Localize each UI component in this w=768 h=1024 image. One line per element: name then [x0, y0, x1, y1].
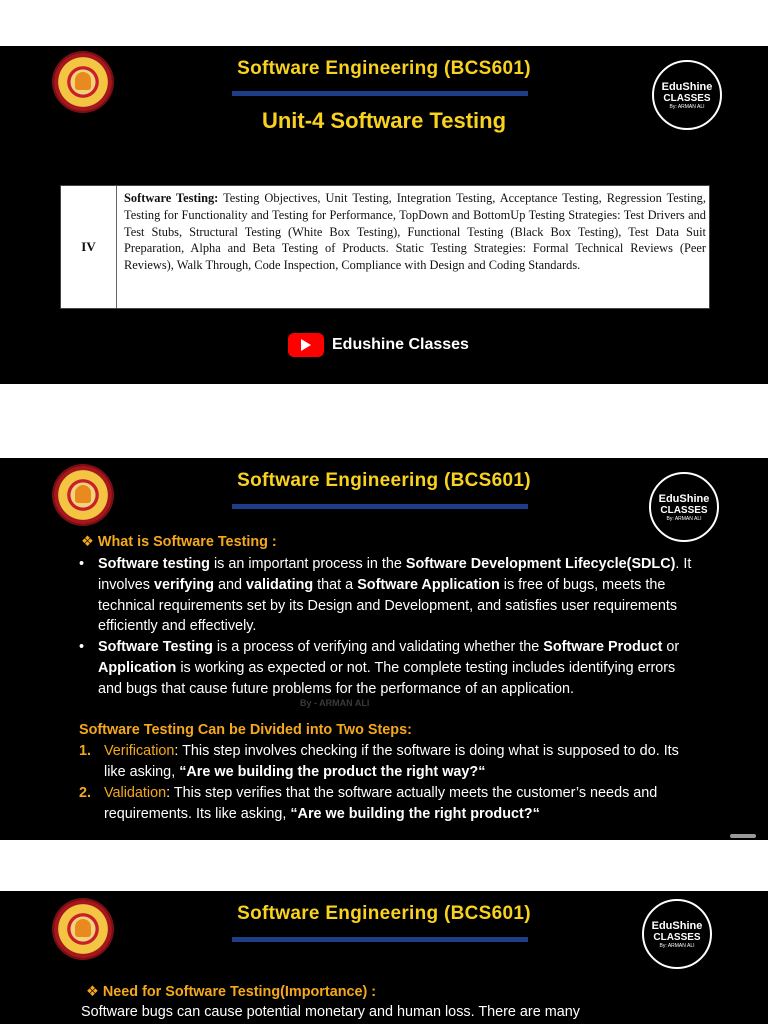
unit-title: Unit-4 Software Testing: [261, 108, 507, 133]
slide-unit-overview: [0, 46, 768, 384]
brand-line2: CLASSES: [663, 93, 711, 104]
youtube-channel-link[interactable]: [288, 333, 469, 357]
brand-line1: EduShine: [658, 493, 710, 505]
section-heading: ❖ What is Software Testing :: [81, 534, 277, 550]
steps-heading: Software Testing Can be Divided into Two Steps:: [79, 722, 412, 738]
youtube-icon: [288, 333, 324, 357]
watermark: By - ARMAN ALI: [300, 698, 370, 708]
bullet-dot: •: [79, 639, 85, 655]
importance-text: Software bugs can cause potential monetary and human loss. There are many: [81, 1004, 580, 1020]
edushine-logo-icon: [642, 899, 712, 969]
course-title: Software Engineering (BCS601): [237, 470, 531, 491]
definition-paragraph-1: Software testing is an important process in the Software Development Lifecycle(SDLC). It involves verifying and validating that a Software Application is free of bugs, meets the technical requirements set by its Design and Development, and satisfies user requirements efficiently and effectively.: [98, 556, 692, 635]
channel-name: Edushine Classes: [332, 336, 469, 353]
course-title: Software Engineering (BCS601): [237, 58, 531, 79]
title-divider: [232, 937, 528, 942]
edushine-logo-icon: [649, 472, 719, 542]
brand-line2: CLASSES: [653, 932, 701, 943]
step-verification: Verification: This step involves checking if the software is doing what is supposed to do. Its like asking, “Are we building the product the right way?“: [104, 743, 679, 780]
step-number-1: 1.: [79, 743, 92, 759]
section-heading: ❖ Need for Software Testing(Importance) :: [86, 984, 377, 1000]
brand-line1: EduShine: [651, 920, 703, 932]
brand-line2: CLASSES: [660, 505, 708, 516]
video-scrubber-handle[interactable]: [730, 834, 756, 838]
edushine-logo-icon: [652, 60, 722, 130]
slide-need-for-testing: [0, 891, 768, 1024]
brand-line1: EduShine: [661, 81, 713, 93]
brand-line3: By: ARMAN ALI: [659, 943, 695, 949]
course-title: Software Engineering (BCS601): [237, 903, 531, 924]
definition-paragraph-2: Software Testing is a process of verifying and validating whether the Software Product or Application is working as expected or not. The complete testing includes identifying errors and bugs that cause future problems for the performance of an application.: [98, 639, 680, 697]
brand-line3: By: ARMAN ALI: [669, 104, 705, 110]
step-number-2: 2.: [79, 785, 92, 801]
syllabus-table: [60, 185, 710, 309]
unit-number-cell: IV: [61, 186, 117, 308]
title-divider: [232, 91, 528, 96]
slide-what-is-testing: [0, 458, 768, 840]
step-validation: Validation: This step verifies that the software actually meets the customer’s needs and requirements. Its like asking, “Are we building the right product?“: [104, 785, 658, 822]
syllabus-topics: Testing Objectives, Unit Testing, Integration Testing, Acceptance Testing, Regression Testing, Testing for Functionality and Testing for Performance, TopDown and BottomUp Testing Strategies: Test Drivers and Test Stubs, Structural Testing (White Box Testing), Functional Testing (Black Box Testing), Test Data Suit Preparation, Alpha and Beta Testing of Products. Static Testing Strategies: Formal Technical Reviews (Peer Reviews), Walk Through, Code Inspection, Compliance with Design and Coding Standards.: [124, 191, 706, 273]
brand-line3: By: ARMAN ALI: [666, 516, 702, 522]
syllabus-content: [124, 190, 706, 274]
syllabus-lead: Software Testing:: [124, 191, 219, 205]
title-divider: [232, 504, 528, 509]
bullet-dot: •: [79, 556, 85, 572]
